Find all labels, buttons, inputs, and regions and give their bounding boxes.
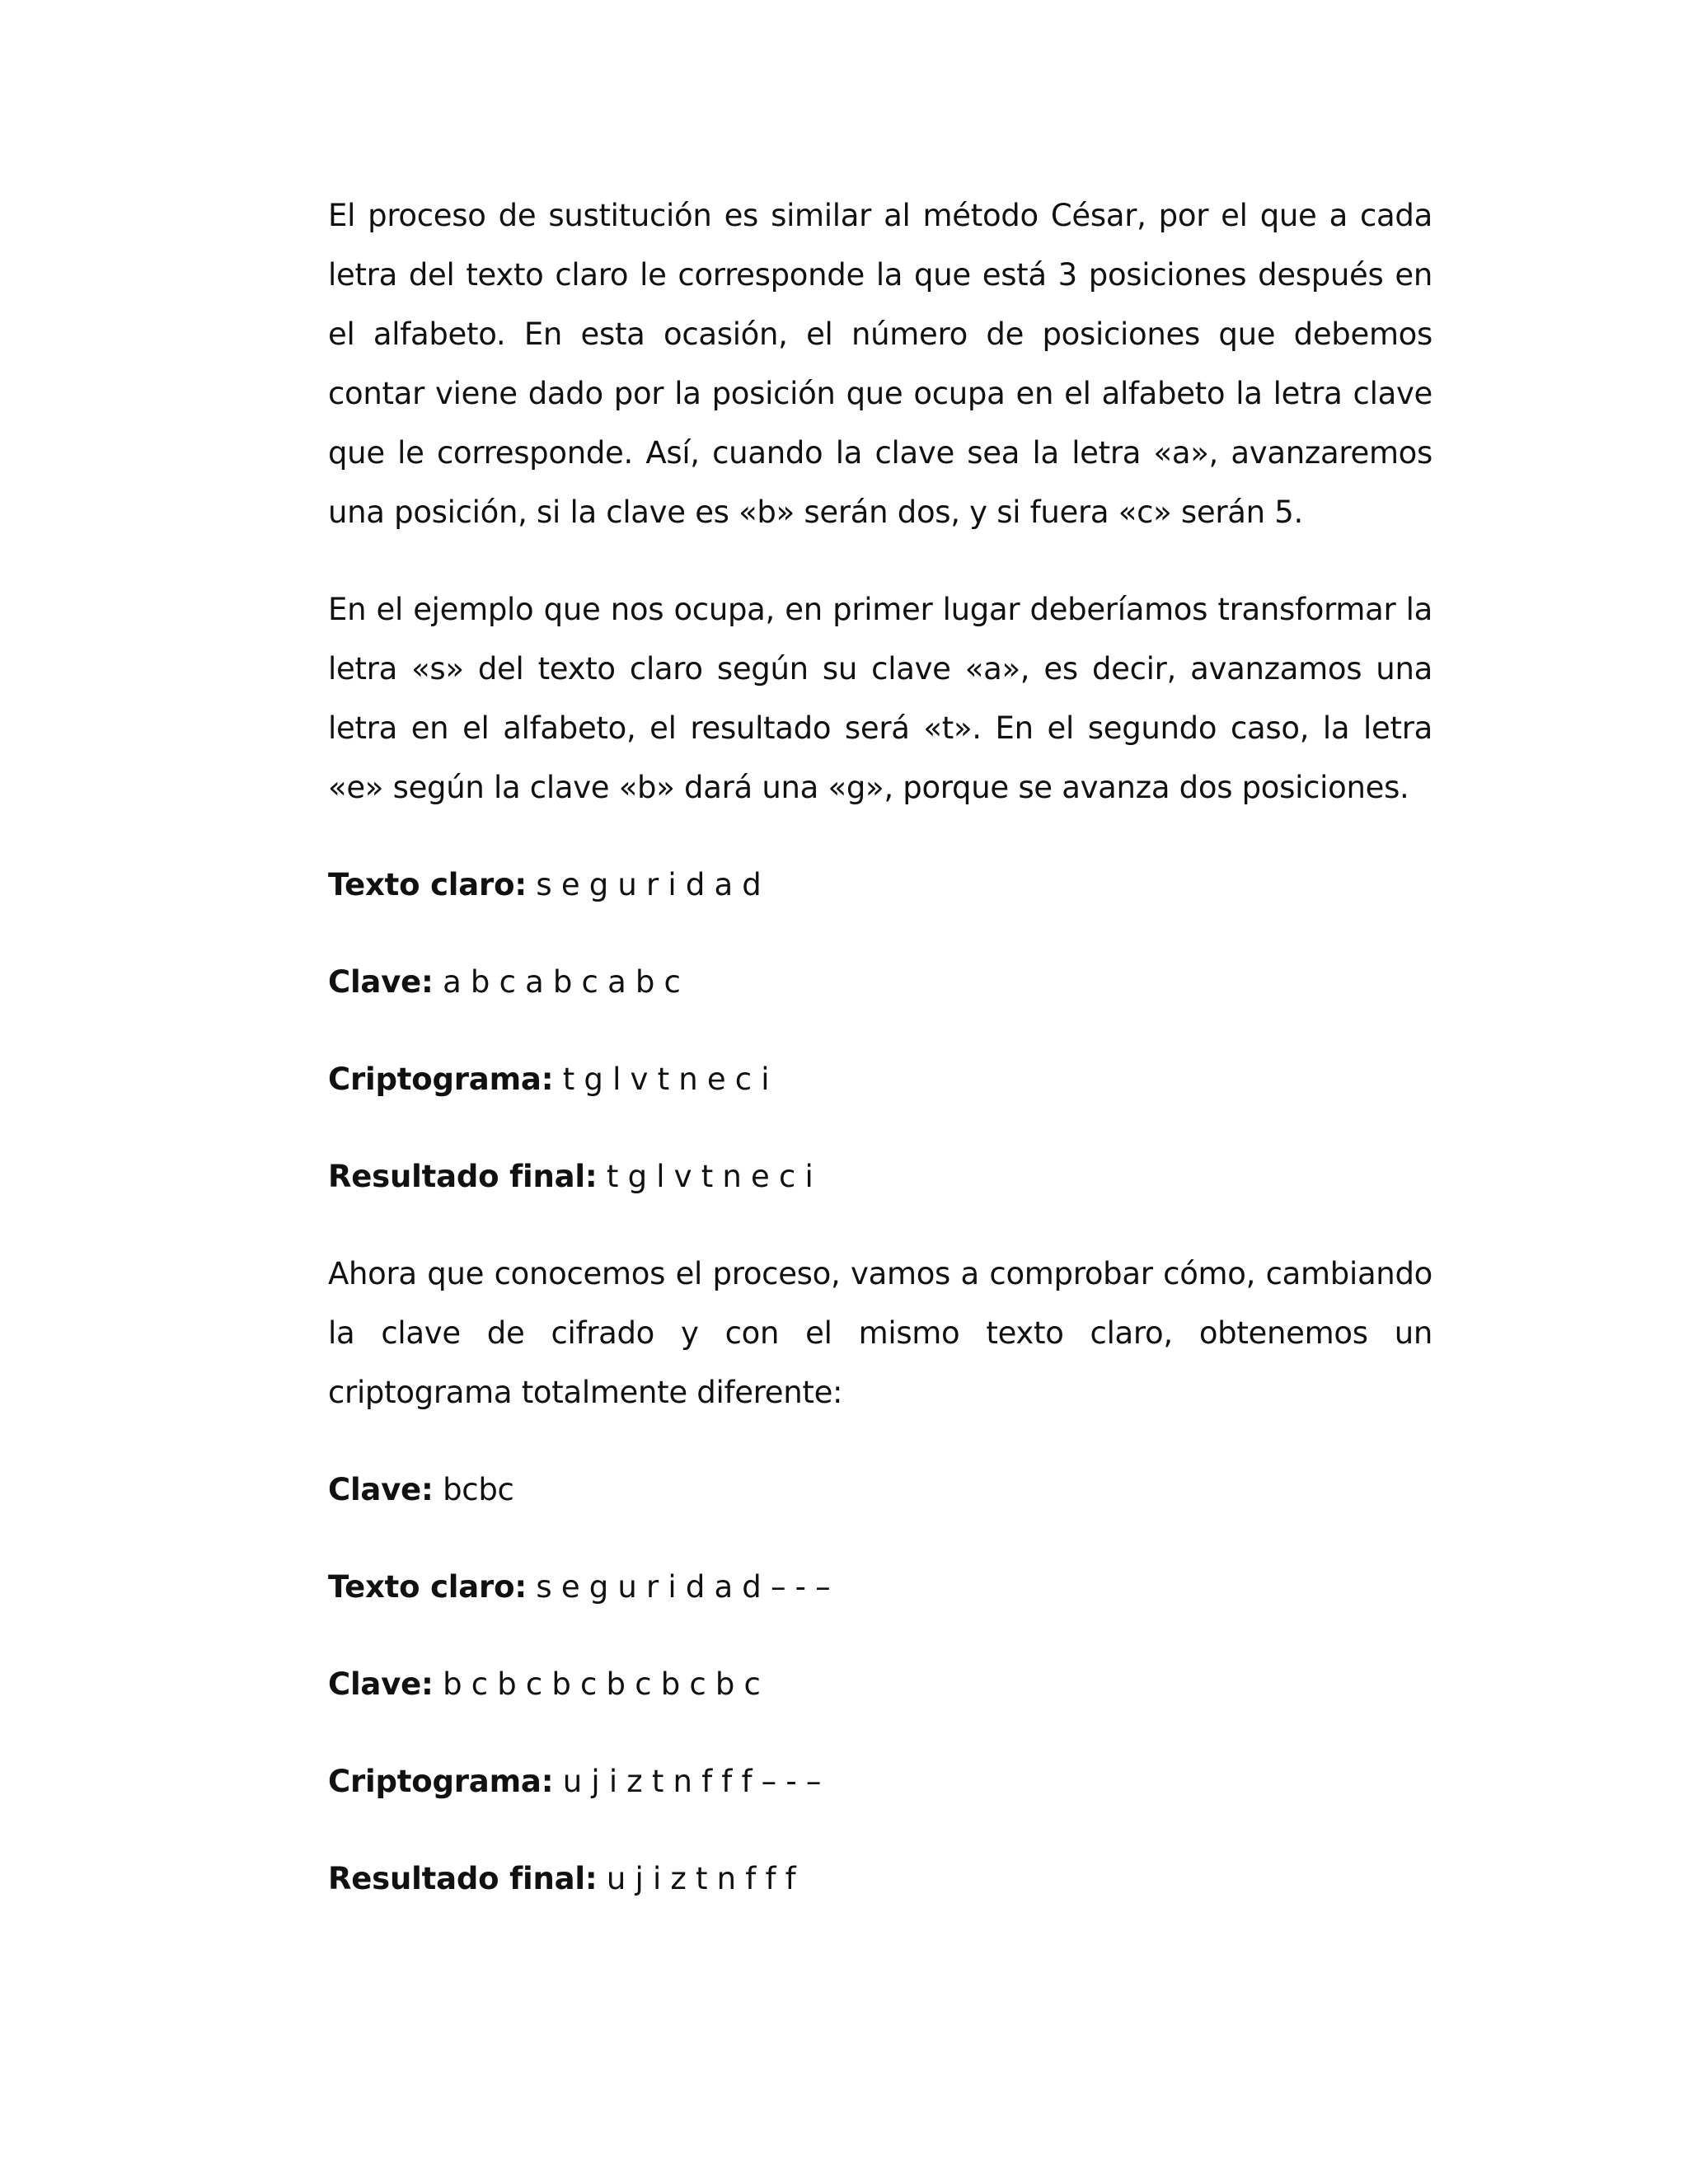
example2-texto-claro (328, 1558, 1432, 1617)
example2-criptograma (328, 1752, 1432, 1811)
field-value: a b c a b c a b c (443, 964, 681, 1000)
field-label: Resultado final: (328, 1861, 598, 1896)
field-value: bcbc (443, 1472, 514, 1507)
example1-criptograma (328, 1050, 1432, 1109)
field-value: b c b c b c b c b c b c (443, 1666, 761, 1702)
field-value: u j i z t n f f f – - – (562, 1764, 822, 1799)
field-value: u j i z t n f f f (606, 1861, 796, 1896)
example1-texto-claro (328, 855, 1432, 915)
field-label: Texto claro: (328, 1569, 527, 1605)
paragraph-intro: El proceso de sustitución es similar al método César, por el que a cada letra del texto claro le corresponde la que está 3 posiciones después en el alfabeto. En esta ocasión, el número de posiciones que debemos contar viene dado por la posición que ocupa en el alfabeto la letra clave que le corresponde. Así, cuando la clave sea la letra «a», avanzaremos una posición, si la clave es «b» serán dos, y si fuera «c» serán 5. (328, 198, 1432, 530)
field-label: Clave: (328, 1472, 434, 1507)
field-label: Clave: (328, 1666, 434, 1702)
field-label: Resultado final: (328, 1159, 598, 1194)
field-value: s e g u r i d a d – - – (536, 1569, 831, 1605)
paragraph-example: En el ejemplo que nos ocupa, en primer lugar deberíamos transformar la letra «s» del texto claro según su clave «a», es decir, avanzamos una letra en el alfabeto, el resultado será «t». En el segundo caso, la letra «e» según la clave «b» dará una «g», porque se avanza dos posiciones. (328, 592, 1432, 805)
example1-resultado-final (328, 1147, 1432, 1207)
field-value: t g l v t n e c i (562, 1062, 770, 1097)
field-label: Clave: (328, 964, 434, 1000)
example2-clave-corta (328, 1460, 1432, 1520)
field-label: Texto claro: (328, 867, 527, 902)
document-page (328, 186, 1432, 1909)
example1-clave (328, 953, 1432, 1012)
field-value: s e g u r i d a d (536, 867, 762, 902)
field-label: Criptograma: (328, 1062, 554, 1097)
field-label: Criptograma: (328, 1764, 554, 1799)
paragraph-comparison: Ahora que conocemos el proceso, vamos a comprobar cómo, cambiando la clave de cifrado y con el mismo texto claro, obtenemos un criptograma totalmente diferente: (328, 1256, 1432, 1410)
field-value: t g l v t n e c i (606, 1159, 814, 1194)
example2-resultado-final (328, 1849, 1432, 1909)
example2-clave (328, 1655, 1432, 1714)
